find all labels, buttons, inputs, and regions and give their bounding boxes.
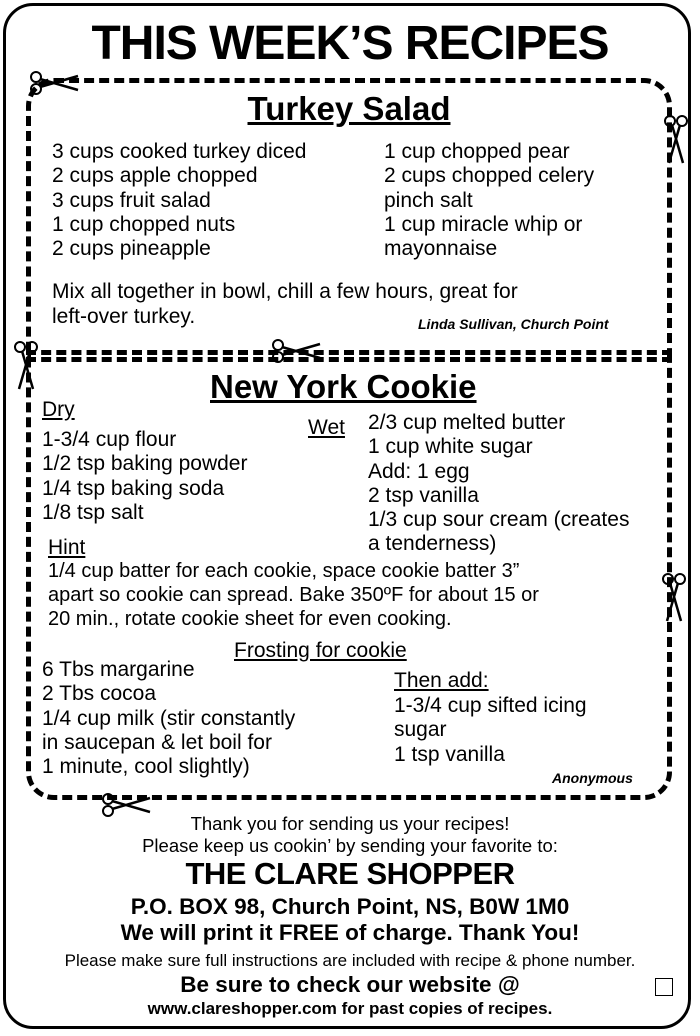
footer-check-website: Be sure to check our website @ bbox=[180, 972, 520, 997]
ingredient-item: 2/3 cup melted butter bbox=[368, 411, 566, 434]
scissors-icon bbox=[28, 70, 80, 96]
ingredient-item: mayonnaise bbox=[384, 237, 498, 261]
footer-shopper-name: THE CLARE SHOPPER bbox=[185, 856, 515, 891]
frosting-label: Frosting for cookie bbox=[234, 639, 407, 662]
ingredient-item: 1/3 cup sour cream (creates bbox=[368, 508, 630, 532]
footer-thanks: Thank you for sending us your recipes! bbox=[190, 813, 510, 834]
ingredient-item: 1 cup chopped pear bbox=[384, 140, 570, 163]
footer-instructions: Please make sure full instructions are included with recipe & phone number. bbox=[64, 951, 636, 970]
ingredient-item: 2 cups pineapple bbox=[52, 237, 211, 261]
ingredient-item: sugar bbox=[394, 718, 447, 742]
ingredient-item: 6 Tbs margarine bbox=[42, 658, 195, 681]
ingredient-item: 1/2 tsp baking powder bbox=[42, 452, 248, 476]
ingredient-item: in saucepan & let boil for bbox=[42, 730, 272, 754]
cookie-author: Anonymous bbox=[552, 770, 633, 786]
turkey-author: Linda Sullivan, Church Point bbox=[418, 316, 609, 332]
ingredient-item: 1 minute, cool slightly) bbox=[42, 755, 250, 779]
hint-line: apart so cookie can spread. Bake 350ºF for about 15 or bbox=[48, 584, 539, 606]
ingredient-item: 1 cup white sugar bbox=[368, 435, 533, 459]
ingredient-item: 1 cup miracle whip or bbox=[384, 212, 583, 236]
turkey-ingredients-right bbox=[384, 140, 594, 261]
wet-ingredients bbox=[368, 411, 629, 557]
turkey-salad-title: Turkey Salad bbox=[247, 90, 451, 127]
ingredient-item: 2 cups chopped celery bbox=[384, 164, 595, 188]
scissors-icon bbox=[661, 571, 687, 623]
hint-line: 1/4 cup batter for each cookie, space cookie batter 3” bbox=[48, 560, 520, 582]
ingredient-item: pinch salt bbox=[384, 188, 473, 212]
dry-label: Dry bbox=[42, 398, 75, 421]
ingredient-item: 1 tsp vanilla bbox=[394, 742, 505, 766]
ingredient-item: 2 tsp vanilla bbox=[368, 483, 479, 507]
hint-label: Hint bbox=[48, 536, 86, 559]
ingredient-item: 2 cups apple chopped bbox=[52, 164, 258, 188]
then-add-ingredients bbox=[394, 694, 587, 767]
frosting-ingredients bbox=[42, 658, 295, 779]
then-add-label: Then add: bbox=[394, 669, 489, 692]
ingredient-item: 1/4 tsp baking soda bbox=[42, 476, 225, 500]
ingredient-item: 1-3/4 cup sifted icing bbox=[394, 694, 587, 717]
checkbox-icon bbox=[655, 978, 673, 996]
ingredient-item: 1/4 cup milk (stir constantly bbox=[42, 706, 296, 730]
new-york-cookie-title: New York Cookie bbox=[210, 368, 477, 405]
page-title: THIS WEEK’S RECIPES bbox=[91, 17, 609, 70]
scissors-icon bbox=[13, 339, 39, 391]
ingredient-item: 3 cups fruit salad bbox=[52, 188, 211, 212]
hint-line: 20 min., rotate cookie sheet for even cooking. bbox=[48, 608, 452, 630]
footer-address: P.O. BOX 98, Church Point, NS, B0W 1M0 bbox=[130, 894, 570, 919]
footer-website-link[interactable]: www.clareshopper.com for past copies of recipes. bbox=[147, 999, 553, 1018]
ingredient-item: 3 cups cooked turkey diced bbox=[52, 140, 307, 163]
ingredient-item: 1-3/4 cup flour bbox=[42, 428, 177, 451]
footer-free-print: We will print it FREE of charge. Thank You! bbox=[120, 920, 580, 945]
footer-keep-sending: Please keep us cookin’ by sending your favorite to: bbox=[142, 835, 558, 856]
ingredient-item: Add: 1 egg bbox=[368, 459, 470, 483]
dry-ingredients bbox=[42, 428, 247, 525]
ingredient-item: 1/8 tsp salt bbox=[42, 500, 144, 524]
scissors-icon bbox=[270, 338, 322, 364]
ingredient-item: 2 Tbs cocoa bbox=[42, 682, 157, 706]
hint-text bbox=[48, 559, 539, 631]
turkey-instructions: left-over turkey. bbox=[52, 305, 196, 328]
wet-label: Wet bbox=[308, 416, 345, 439]
scissors-icon bbox=[663, 113, 689, 165]
turkey-instructions: Mix all together in bowl, chill a few hours, great for bbox=[52, 280, 518, 303]
ingredient-item: a tenderness) bbox=[368, 532, 497, 556]
ingredient-item: 1 cup chopped nuts bbox=[52, 212, 236, 236]
turkey-ingredients-left bbox=[52, 140, 306, 261]
